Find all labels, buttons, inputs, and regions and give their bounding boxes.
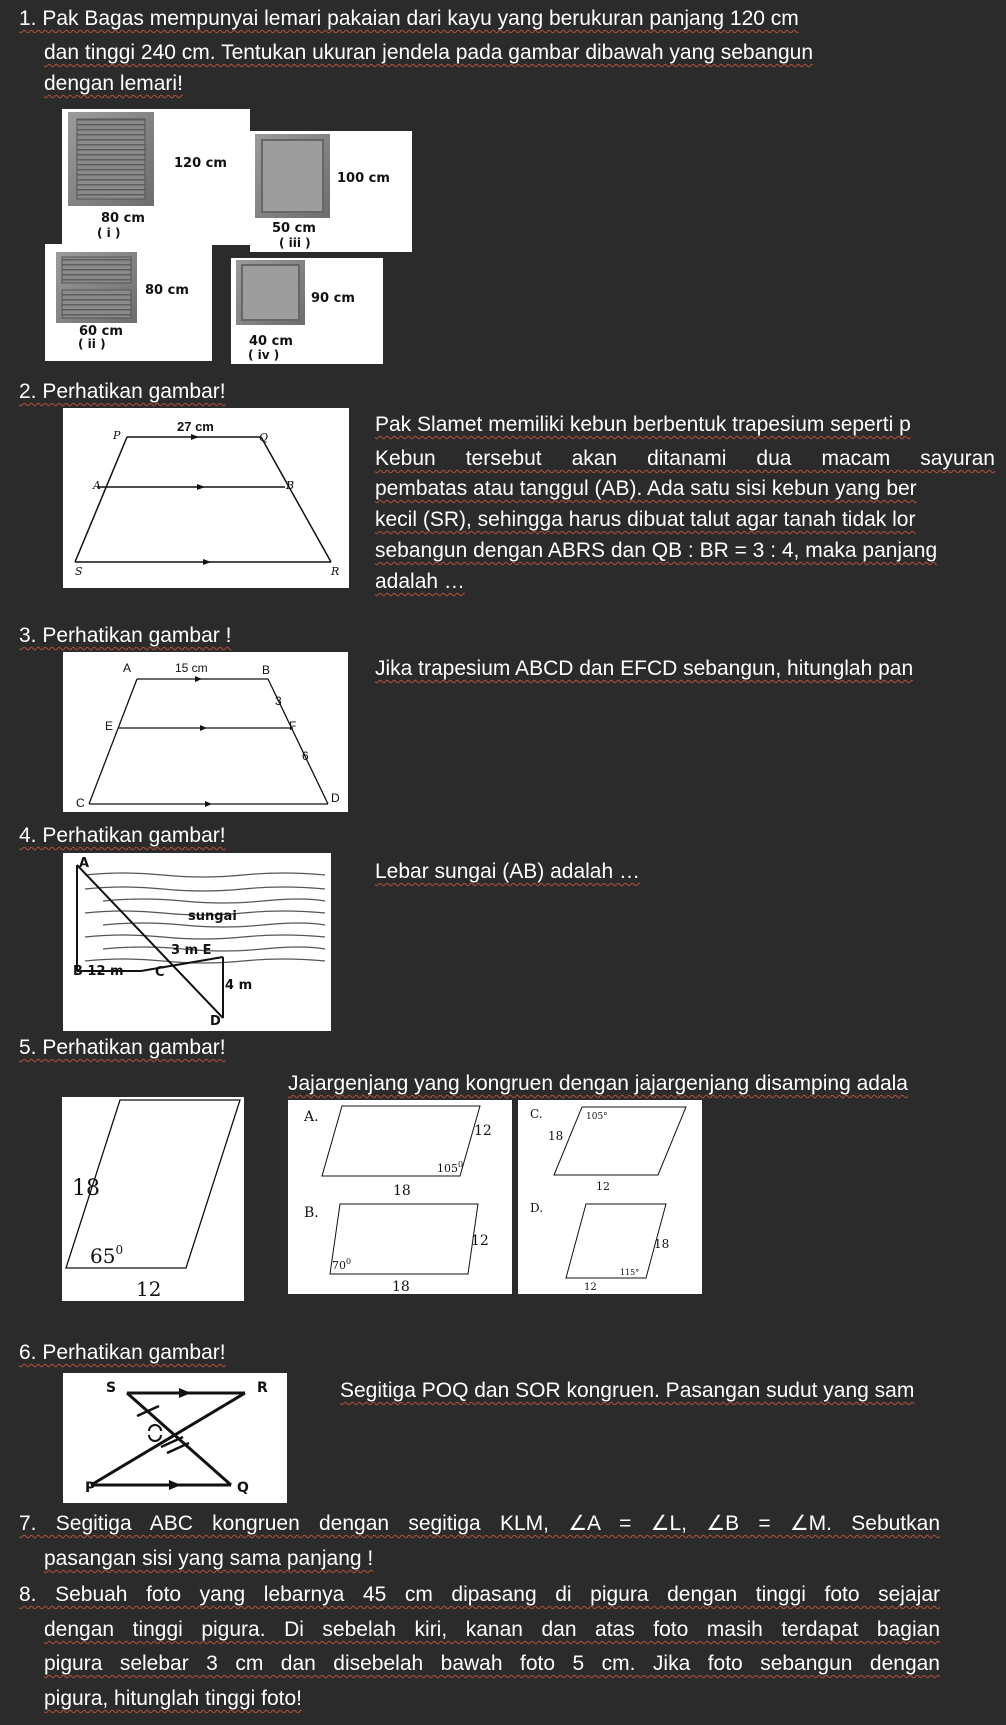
option-A-base: 18 xyxy=(393,1183,411,1199)
fig-i-tag: ( i ) xyxy=(97,226,121,240)
main-base-length: 12 xyxy=(136,1277,162,1301)
parallelogram-main xyxy=(62,1097,244,1301)
q4-text: Lebar sungai (AB) adalah … xyxy=(375,860,640,883)
segment-CE: 3 m E xyxy=(171,943,212,958)
option-D-letter: D. xyxy=(530,1201,544,1215)
label-F: F xyxy=(289,719,297,733)
main-side-length: 18 xyxy=(72,1176,100,1201)
q2-text3: pembatas atau tanggul (AB). Ada satu sisi kebun yang ber xyxy=(375,477,917,500)
q2-text4: kecil (SR), sehingga harus dibuat talut agar tanah tidak lor xyxy=(375,508,916,531)
fig-iii-height: 100 cm xyxy=(337,171,390,186)
label-Q: Q xyxy=(237,1480,249,1496)
label-A: A xyxy=(123,661,132,675)
option-A-letter: A. xyxy=(304,1109,319,1125)
river-label: sungai xyxy=(188,909,237,924)
option-C-base: 12 xyxy=(596,1180,610,1193)
q2-text5: sebangun dengan ABRS dan QB : BR = 3 : 4, maka panjang xyxy=(375,539,938,562)
q6-heading: 6. Perhatikan gambar! xyxy=(19,1341,226,1364)
option-B-side: 12 xyxy=(471,1233,489,1249)
q1-line3: dengan lemari! xyxy=(44,72,183,95)
option-B-angle: $70^0$ xyxy=(332,1257,352,1272)
q2-text6: adalah … xyxy=(375,570,465,593)
q3-top-length: 15 cm xyxy=(175,661,208,675)
label-D: D xyxy=(331,791,340,805)
label-A: A xyxy=(79,856,90,871)
q7-line2: pasangan sisi yang sama panjang ! xyxy=(44,1547,374,1570)
label-E: E xyxy=(105,719,114,733)
option-B-base: 18 xyxy=(392,1279,410,1294)
q3-heading: 3. Perhatikan gambar ! xyxy=(19,624,232,647)
label-S: S xyxy=(75,565,83,578)
window-figure-iii xyxy=(250,131,412,252)
fig-ii-width: 60 cm xyxy=(79,324,123,339)
option-D-side: 18 xyxy=(654,1237,670,1251)
option-C-side: 18 xyxy=(548,1129,564,1143)
label-R: R xyxy=(257,1380,268,1396)
label-B: B xyxy=(262,663,271,677)
fig-iv-width: 40 cm xyxy=(249,334,293,349)
label-P: P xyxy=(113,429,121,442)
option-D-angle: 115° xyxy=(620,1268,640,1277)
segment-ED: 4 m xyxy=(225,978,253,993)
label-D: D xyxy=(210,1014,221,1029)
q1-line1: 1. Pak Bagas mempunyai lemari pakaian dari kayu yang berukuran panjang 120 cm xyxy=(19,7,799,30)
river-figure-q4 xyxy=(63,853,331,1031)
option-B-letter: B. xyxy=(304,1205,319,1221)
window-figure-iv xyxy=(231,258,383,364)
fig-ii-height: 80 cm xyxy=(145,283,189,298)
q2-heading: 2. Perhatikan gambar! xyxy=(19,380,226,403)
label-Q: Q xyxy=(259,431,269,444)
q5-heading: 5. Perhatikan gambar! xyxy=(19,1036,226,1059)
q4-heading: 4. Perhatikan gambar! xyxy=(19,824,226,847)
option-D-base: 12 xyxy=(584,1282,597,1293)
label-S: S xyxy=(106,1380,117,1396)
label-R: R xyxy=(331,565,340,578)
trapezium-figure-q2 xyxy=(63,408,349,588)
label-P: P xyxy=(85,1480,96,1496)
option-C-angle: 105° xyxy=(586,1112,608,1122)
fig-ii-tag: ( ii ) xyxy=(78,337,106,351)
q8-line2: dengan tinggi pigura. Di sebelah kiri, kanan dan atas foto masih terdapat bagian xyxy=(44,1618,940,1641)
triangles-figure-q6 xyxy=(63,1373,287,1503)
fig-i-height: 120 cm xyxy=(174,156,227,171)
option-card-AB xyxy=(288,1100,512,1294)
segment-BC: B 12 m xyxy=(73,964,124,979)
option-A-angle: $105^0$ xyxy=(437,1160,464,1175)
q1-line2: dan tinggi 240 cm. Tentukan ukuran jendela pada gambar dibawah yang sebangun xyxy=(44,41,814,64)
q3-seg-BF: 3 xyxy=(275,694,282,708)
q8-line4: pigura, hitunglah tinggi foto! xyxy=(44,1687,303,1710)
q6-text: Segitiga POQ dan SOR kongruen. Pasangan sudut yang sam xyxy=(340,1379,915,1402)
q8-line1: 8. Sebuah foto yang lebarnya 45 cm dipasang di pigura dengan tinggi foto sejajar xyxy=(19,1583,940,1606)
fig-iv-height: 90 cm xyxy=(311,291,355,306)
q3-seg-FD: 6 xyxy=(302,749,309,763)
q8-line3: pigura selebar 3 cm dan disebelah bawah foto 5 cm. Jika foto sebangun dengan xyxy=(44,1652,940,1675)
q7-line1: 7. Segitiga ABC kongruen dengan segitiga KLM, ∠A = ∠L, ∠B = ∠M. Sebutkan xyxy=(19,1512,940,1535)
option-A-side: 12 xyxy=(474,1123,492,1139)
q2-top-length: 27 cm xyxy=(177,419,214,434)
label-C: C xyxy=(155,965,165,980)
window-figure-i xyxy=(62,109,250,245)
option-C-letter: C. xyxy=(530,1107,543,1121)
window-figure-ii xyxy=(45,244,212,361)
label-A: A xyxy=(93,479,101,492)
q2-text1: Pak Slamet memiliki kebun berbentuk trapesium seperti p xyxy=(375,413,911,436)
q5-text: Jajargenjang yang kongruen dengan jajargenjang disamping adala xyxy=(288,1072,908,1095)
fig-i-width: 80 cm xyxy=(101,211,145,226)
label-C: C xyxy=(76,796,85,810)
q2-text2: Kebun tersebut akan ditanami dua macam sayuran xyxy=(375,447,995,470)
trapezium-figure-q3 xyxy=(63,652,348,812)
q3-text: Jika trapesium ABCD dan EFCD sebangun, hitunglah pan xyxy=(375,657,914,680)
fig-iv-tag: ( iv ) xyxy=(248,348,280,362)
label-B: B xyxy=(286,479,295,492)
fig-iii-width: 50 cm xyxy=(272,221,316,236)
main-angle: $65^0$ xyxy=(90,1243,124,1268)
option-card-CD xyxy=(518,1100,702,1294)
fig-iii-tag: ( iii ) xyxy=(279,236,311,250)
